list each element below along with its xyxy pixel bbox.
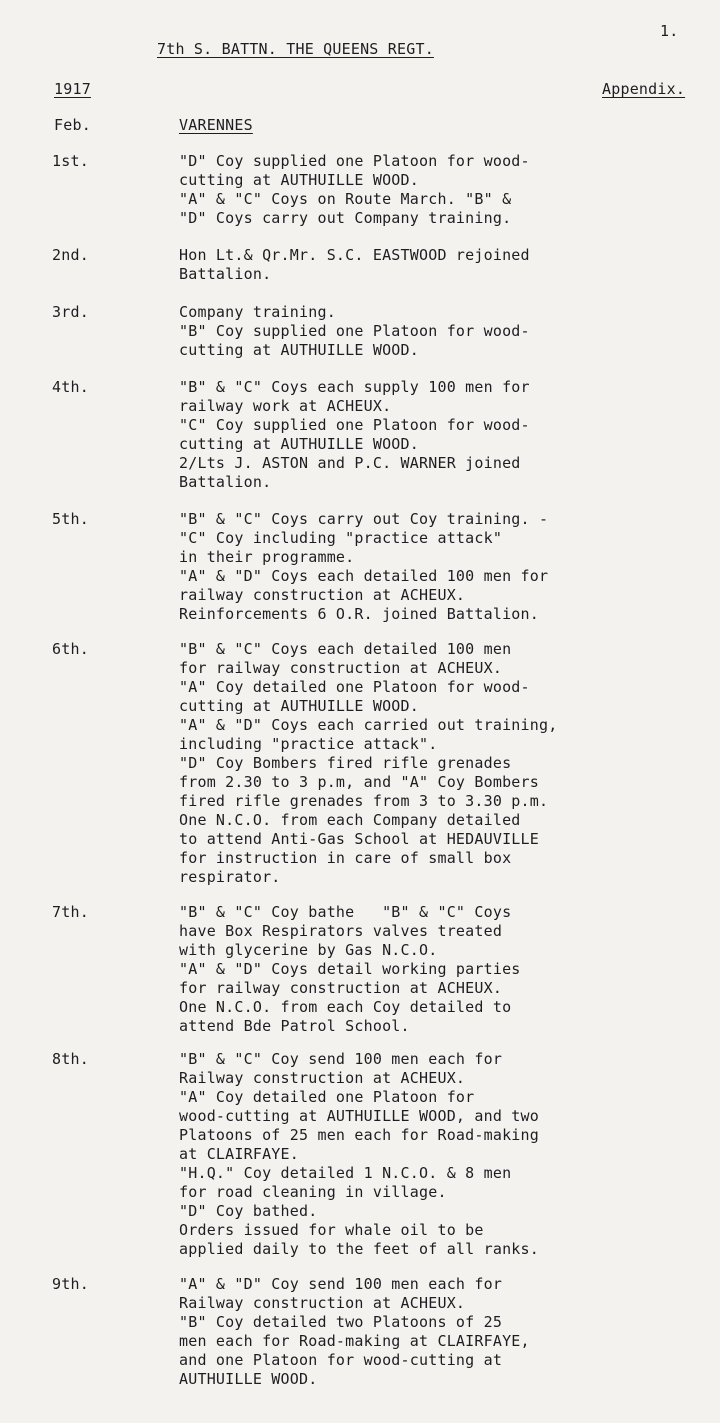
entry-line: Battalion. xyxy=(179,265,272,283)
entry-line: "A" & "D" Coys each detailed 100 men for xyxy=(179,567,549,585)
entry-line: for railway construction at ACHEUX. xyxy=(179,979,503,997)
entry-date: 8th. xyxy=(52,1050,89,1068)
entry-line: railway construction at ACHEUX. xyxy=(179,586,466,604)
entry-line: One N.C.O. from each Company detailed xyxy=(179,811,521,829)
entry-line: "B" & "C" Coy send 100 men each for xyxy=(179,1050,503,1068)
entry-text xyxy=(179,510,548,624)
entry-date: 7th. xyxy=(52,903,89,921)
entry-line: "C" Coy including "practice attack" xyxy=(179,529,503,547)
entry-line: "B" Coy detailed two Platoons of 25 xyxy=(179,1313,503,1331)
entry-line: AUTHUILLE WOOD. xyxy=(179,1370,318,1388)
entry-text xyxy=(179,640,557,887)
entry-line: "D" Coys carry out Company training. xyxy=(179,209,512,227)
document-title: 7th S. BATTN. THE QUEENS REGT. xyxy=(157,40,434,58)
entry-line: "B" & "C" Coy bathe "B" & "C" Coys xyxy=(179,903,512,921)
year-heading: 1917 xyxy=(54,80,91,98)
entry-date: 4th. xyxy=(52,378,89,396)
entry-date: 5th. xyxy=(52,510,89,528)
entry-line: to attend Anti-Gas School at HEDAUVILLE xyxy=(179,830,539,848)
entry-line: "A" & "D" Coy send 100 men each for xyxy=(179,1275,503,1293)
entry-text xyxy=(179,246,530,284)
entry-line: cutting at AUTHUILLE WOOD. xyxy=(179,697,419,715)
entry-line: One N.C.O. from each Coy detailed to xyxy=(179,998,512,1016)
entry-line: cutting at AUTHUILLE WOOD. xyxy=(179,341,419,359)
entry-date: 2nd. xyxy=(52,246,89,264)
page-number: 1. xyxy=(660,22,679,40)
entry-line: "B" Coy supplied one Platoon for wood- xyxy=(179,322,530,340)
entry-line: "B" & "C" Coys carry out Coy training. - xyxy=(179,510,549,528)
entry-line: with glycerine by Gas N.C.O. xyxy=(179,941,438,959)
entry-line: "A" Coy detailed one Platoon for wood- xyxy=(179,678,530,696)
entry-line: men each for Road-making at CLAIRFAYE, xyxy=(179,1332,530,1350)
entry-line: railway work at ACHEUX. xyxy=(179,397,392,415)
entry-line: "C" Coy supplied one Platoon for wood- xyxy=(179,416,530,434)
entry-line: "A" & "D" Coys each carried out training, xyxy=(179,716,558,734)
entry-line: Railway construction at ACHEUX. xyxy=(179,1069,466,1087)
entry-line: in their programme. xyxy=(179,548,355,566)
entry-line: Platoons of 25 men each for Road-making xyxy=(179,1126,539,1144)
entry-text xyxy=(179,378,530,492)
entry-line: 2/Lts J. ASTON and P.C. WARNER joined xyxy=(179,454,521,472)
entry-line: "A" & "C" Coys on Route March. "B" & xyxy=(179,190,512,208)
entry-line: Orders issued for whale oil to be xyxy=(179,1221,484,1239)
entry-line: applied daily to the feet of all ranks. xyxy=(179,1240,539,1258)
entry-line: "H.Q." Coy detailed 1 N.C.O. & 8 men xyxy=(179,1164,512,1182)
entry-line: including "practice attack". xyxy=(179,735,438,753)
entry-line: Company training. xyxy=(179,303,336,321)
entry-date: 9th. xyxy=(52,1275,89,1293)
entry-text xyxy=(179,1050,539,1259)
entry-line: Battalion. xyxy=(179,473,272,491)
entry-line: attend Bde Patrol School. xyxy=(179,1017,410,1035)
entry-line: wood-cutting at AUTHUILLE WOOD, and two xyxy=(179,1107,539,1125)
entry-line: from 2.30 to 3 p.m, and "A" Coy Bombers xyxy=(179,773,539,791)
entry-line: "D" Coy supplied one Platoon for wood- xyxy=(179,152,530,170)
entry-line: fired rifle grenades from 3 to 3.30 p.m. xyxy=(179,792,549,810)
place-heading: VARENNES xyxy=(179,116,253,134)
entry-line: for instruction in care of small box xyxy=(179,849,512,867)
month-label: Feb. xyxy=(54,116,91,134)
entry-date: 3rd. xyxy=(52,303,89,321)
entry-line: for railway construction at ACHEUX. xyxy=(179,659,503,677)
entry-text xyxy=(179,152,530,228)
entry-line: at CLAIRFAYE. xyxy=(179,1145,299,1163)
entry-text xyxy=(179,303,530,360)
entry-line: cutting at AUTHUILLE WOOD. xyxy=(179,171,419,189)
entry-line: Reinforcements 6 O.R. joined Battalion. xyxy=(179,605,539,623)
entry-line: "D" Coy Bombers fired rifle grenades xyxy=(179,754,512,772)
entry-line: "B" & "C" Coys each supply 100 men for xyxy=(179,378,530,396)
entry-line: Hon Lt.& Qr.Mr. S.C. EASTWOOD rejoined xyxy=(179,246,530,264)
entry-line: Railway construction at ACHEUX. xyxy=(179,1294,466,1312)
entry-text xyxy=(179,903,521,1036)
entry-line: "B" & "C" Coys each detailed 100 men xyxy=(179,640,512,658)
entry-line: have Box Respirators valves treated xyxy=(179,922,503,940)
entry-date: 6th. xyxy=(52,640,89,658)
entry-date: 1st. xyxy=(52,152,89,170)
entry-line: "A" & "D" Coys detail working parties xyxy=(179,960,521,978)
entry-line: respirator. xyxy=(179,868,281,886)
entry-line: cutting at AUTHUILLE WOOD. xyxy=(179,435,419,453)
entry-line: "D" Coy bathed. xyxy=(179,1202,318,1220)
entry-line: for road cleaning in village. xyxy=(179,1183,447,1201)
entry-line: and one Platoon for wood-cutting at xyxy=(179,1351,503,1369)
entry-text xyxy=(179,1275,530,1389)
appendix-label: Appendix. xyxy=(602,80,686,98)
entry-line: "A" Coy detailed one Platoon for xyxy=(179,1088,475,1106)
